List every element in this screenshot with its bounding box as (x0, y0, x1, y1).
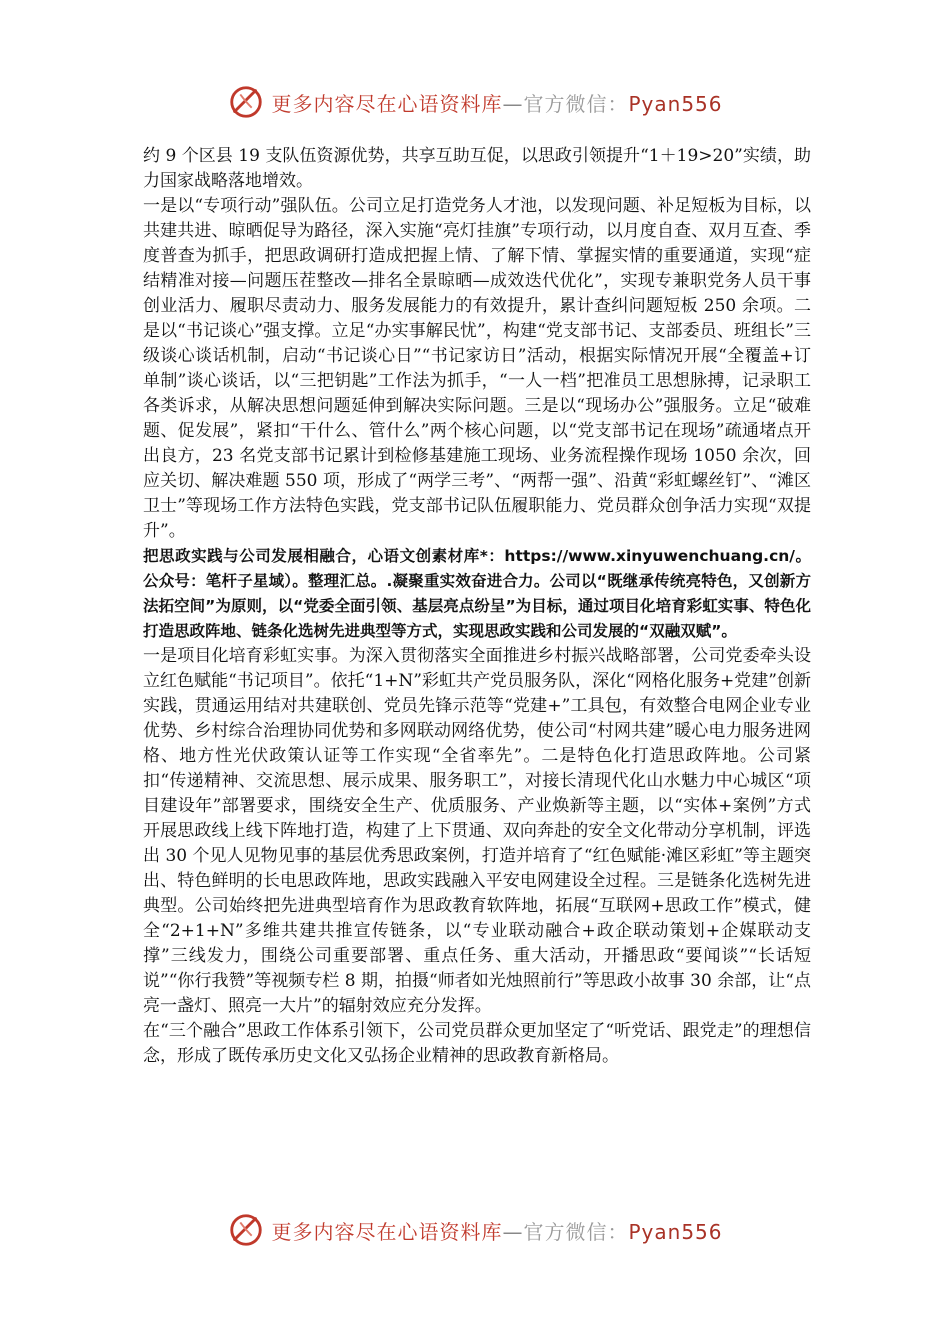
watermark-id: Pyan556 (628, 1219, 723, 1244)
logo-icon (227, 1211, 265, 1249)
paragraph-intro: 约 9 个区县 19 支队伍资源优势，共享互助互促，以思政引领提升“1＋19>20”实绩，助力国家战略落地增效。 (143, 146, 811, 191)
watermark-text (271, 1216, 722, 1245)
paragraph-projects: 一是项目化培育彩虹实事。为深入贯彻落实全面推进乡村振兴战略部署，公司党委牵头设立红色赋能“书记项目”。依托“1+N”彩虹共产党员服务队，深化“网格化服务+党建”创新实践，贯通运用结对共建联创、党员先锋示范等“党建+”工具包，有效整合电网企业专业优势、乡村综合治理协同优势和多网联动网络优势，使公司“村网共建”暖心电力服务进网格、地方性光伏政策认证等工作实现“全省率先”。二是特色化打造思政阵地。公司紧扣“传递精神、交流思想、展示成果、服务职工”，对接长清现代化山水魅力中心城区“项目建设年”部署要求，围绕安全生产、优质服务、产业焕新等主题，以“实体+案例”方式开展思政线上线下阵地打造，构建了上下贯通、双向奔赴的安全文化带动分享机制，评选出 30 个见人见物见事的基层优秀思政案例，打造并培育了“红色赋能·滩区彩虹”等主题突出、特色鲜明的长电思政阵地，思政实践融入平安电网建设全过程。三是链条化选树先进典型。公司始终把先进典型培育作为思政教育软阵地，拓展“互联网+思政工作”模式，健全“2+1+N”多维共建共推宣传链条，以“专业联动融合+政企联动策划+企媒联动支撑”三线发力，围绕公司重要部署、重点任务、重大活动，开播思政“要闻谈”“长话短说”“你行我赞”等视频专栏 8 期，拍摄“师者如光烛照前行”等思政小故事 30 余部，让“点亮一盏灯、照亮一大片”的辐射效应充分发挥。 (143, 646, 811, 1016)
paragraph-measures: 一是以“专项行动”强队伍。公司立足打造党务人才池，以发现问题、补足短板为目标，以共建共进、晾晒促导为路径，深入实施“亮灯挂旗”专项行动，以月度自查、双月互查、季度普查为抓手，把思政调研打造成把握上情、了解下情、掌握实情的重要通道，实现“症结精准对接—问题压茬整改—排名全景晾晒—成效迭代优化”，实现专兼职党务人员干事创业活力、履职尽责动力、服务发展能力的有效提升，累计查纠问题短板 250 余项。二是以“书记谈心”强支撑。立足“办实事解民忧”，构建“党支部书记、支部委员、班组长”三级谈心谈话机制，启动“书记谈心日”“书记家访日”活动，根据实际情况开展“全覆盖+订单制”谈心谈话，以“三把钥匙”工作法为抓手，“一人一档”把准员工思想脉搏，记录职工各类诉求，从解决思想问题延伸到解决实际问题。三是以“现场办公”强服务。立足“破难题、促发展”，紧扣“干什么、管什么”两个核心问题，以“党支部书记在现场”疏通堵点开出良方，23 名党支部书记累计到检修基建施工现场、业务流程操作现场 1050 余次，回应关切、解决难题 550 项，形成了“两学三考”、“两帮一强”、沿黄“彩虹螺丝钉”、“滩区卫士”等现场工作方法特色实践，党支部书记队伍履职能力、党员群众创争活力实现“双提升”。 (143, 196, 811, 541)
watermark-banner-bottom (0, 1208, 950, 1252)
watermark-main: 更多内容尽在心语资料库 (271, 1219, 503, 1244)
watermark-wechat: 官方微信： (523, 91, 629, 116)
paragraph-conclusion: 在“三个融合”思政工作体系引领下，公司党员群众更加坚定了“听党话、跟党走”的理想信念，形成了既传承历史文化又弘扬企业精神的思政教育新格局。 (143, 1021, 811, 1066)
watermark-dash: — (502, 91, 524, 116)
watermark-banner-top (0, 80, 950, 124)
watermark-main: 更多内容尽在心语资料库 (271, 91, 503, 116)
watermark-text (271, 88, 722, 117)
paragraph-heading-integration: 把思政实践与公司发展相融合，心语文创素材库*：https://www.xinyuwenchuang.cn/。公众号：笔杆子星域）。整理汇总。.凝聚重实效奋进合力。公司以“既继承传统亮特色，又创新方法拓空间”为原则，以“党委全面引领、基层亮点纷呈”为目标，通过项目化培育彩虹实事、特色化打造思政阵地、链条化选树先进典型等方式，实现思政实践和公司发展的“双融双赋”。 (143, 547, 811, 640)
watermark-wechat: 官方微信： (523, 1219, 629, 1244)
logo-icon (227, 83, 265, 121)
document-body (143, 144, 811, 1069)
watermark-dash: — (502, 1219, 524, 1244)
watermark-id: Pyan556 (628, 91, 723, 116)
